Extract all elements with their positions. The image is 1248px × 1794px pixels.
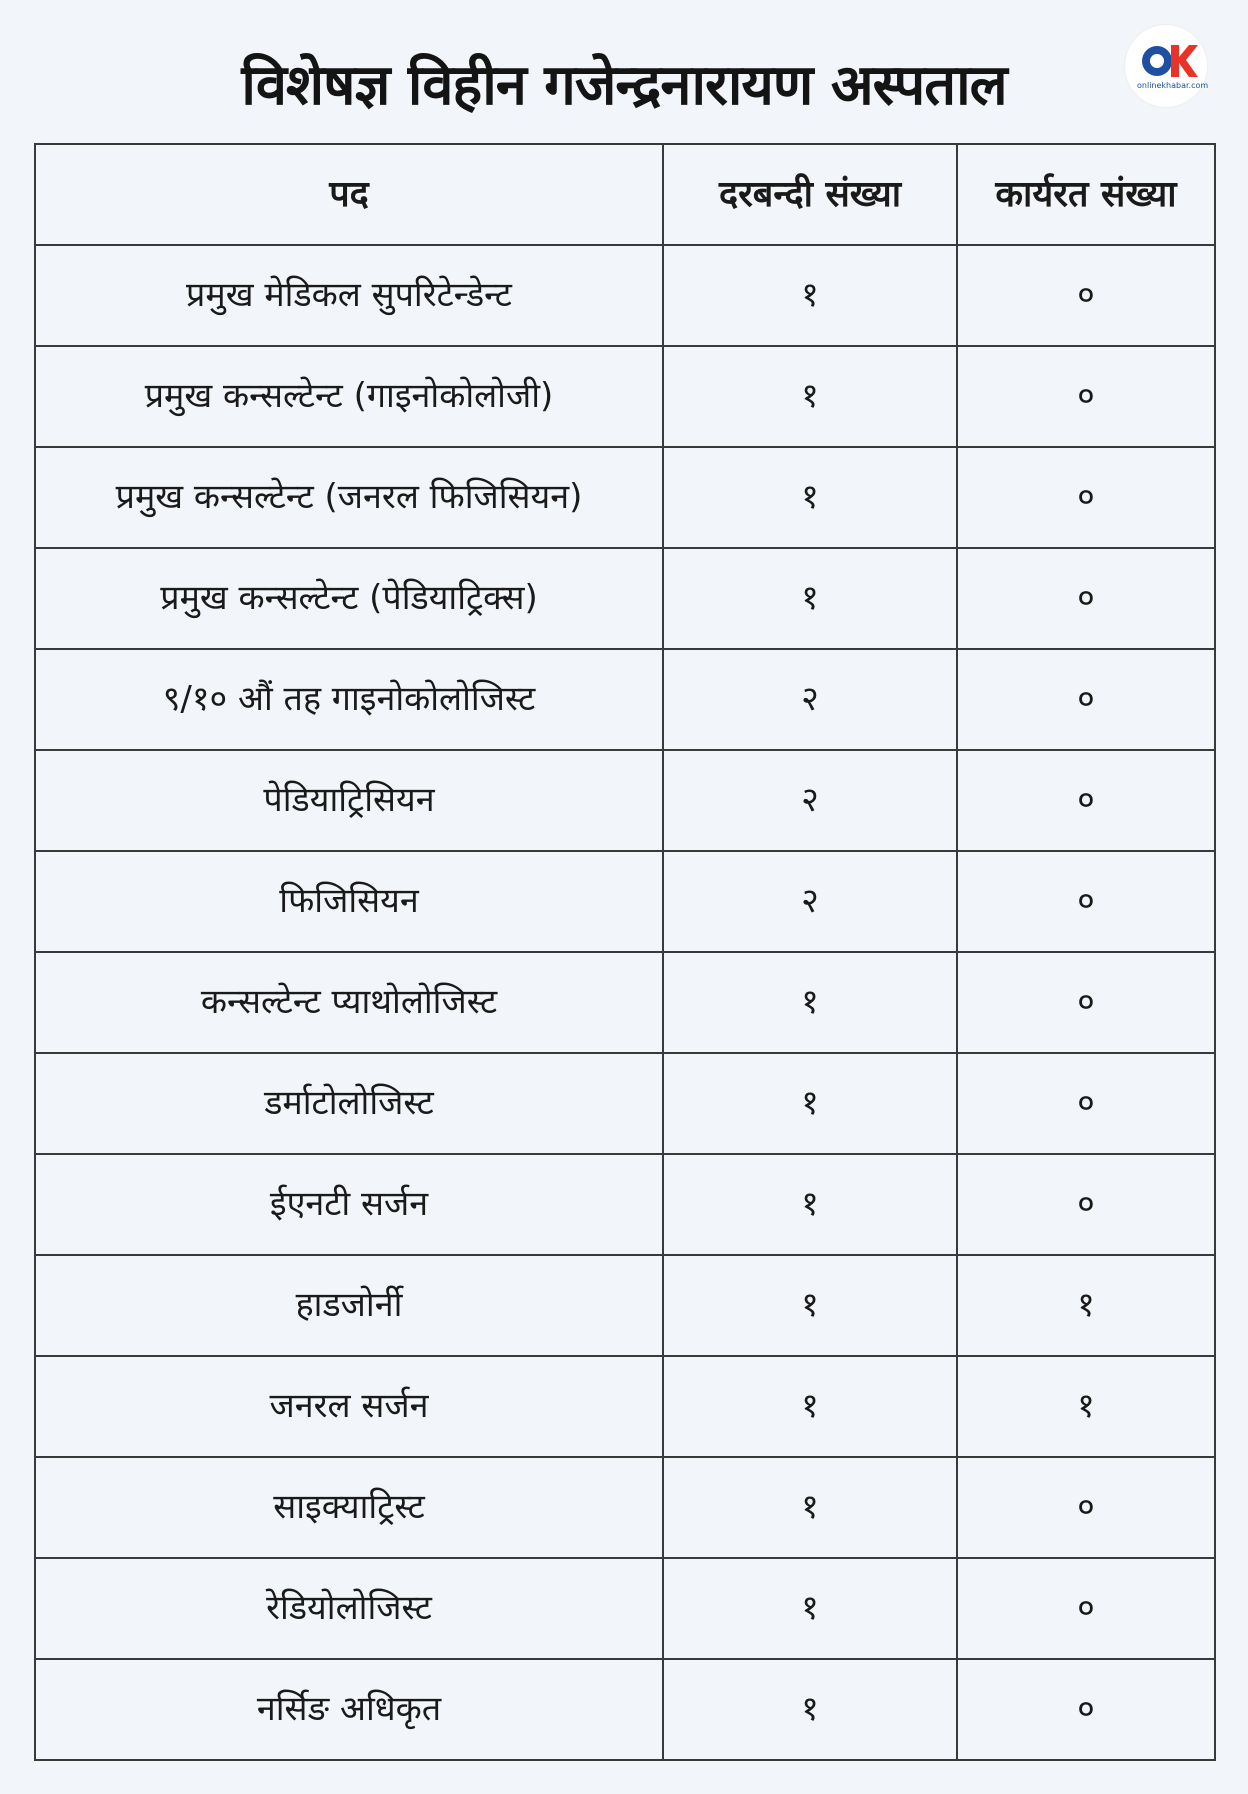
cell-sanctioned: २ [663, 851, 957, 952]
table-row [35, 245, 1215, 346]
logo-wordmark: onlinekhabar.com [1137, 81, 1209, 90]
cell-post: प्रमुख मेडिकल सुपरिटेन्डेन्ट [35, 245, 663, 346]
cell-post: प्रमुख कन्सल्टेन्ट (पेडियाट्रिक्स) [35, 548, 663, 649]
cell-working: ० [957, 548, 1215, 649]
cell-working: १ [957, 1255, 1215, 1356]
cell-post: ईएनटी सर्जन [35, 1154, 663, 1255]
table-row [35, 750, 1215, 851]
onlinekhabar-logo[interactable] [1125, 25, 1207, 107]
table-row [35, 1255, 1215, 1356]
cell-working: ० [957, 1154, 1215, 1255]
table-row [35, 1053, 1215, 1154]
cell-working: ० [957, 952, 1215, 1053]
ok-logo-icon [1125, 25, 1207, 107]
table-row [35, 649, 1215, 750]
cell-post: नर्सिङ अधिकृत [35, 1659, 663, 1760]
table-row [35, 1659, 1215, 1760]
cell-post: प्रमुख कन्सल्टेन्ट (जनरल फिजिसियन) [35, 447, 663, 548]
cell-sanctioned: १ [663, 1558, 957, 1659]
table-row [35, 952, 1215, 1053]
cell-post: ९/१० औं तह गाइनोकोलोजिस्ट [35, 649, 663, 750]
cell-post: पेडियाट्रिसियन [35, 750, 663, 851]
cell-working: १ [957, 1356, 1215, 1457]
cell-working: ० [957, 1659, 1215, 1760]
table-row [35, 1558, 1215, 1659]
cell-working: ० [957, 245, 1215, 346]
cell-post: जनरल सर्जन [35, 1356, 663, 1457]
cell-post: डर्माटोलोजिस्ट [35, 1053, 663, 1154]
cell-sanctioned: १ [663, 1659, 957, 1760]
cell-sanctioned: १ [663, 548, 957, 649]
cell-sanctioned: १ [663, 346, 957, 447]
cell-working: ० [957, 750, 1215, 851]
cell-sanctioned: १ [663, 1053, 957, 1154]
table-header-row [35, 144, 1215, 245]
header-working: कार्यरत संख्या [957, 144, 1215, 245]
cell-working: ० [957, 1457, 1215, 1558]
table-row [35, 1154, 1215, 1255]
cell-working: ० [957, 649, 1215, 750]
cell-post: फिजिसियन [35, 851, 663, 952]
table-row [35, 1457, 1215, 1558]
cell-sanctioned: २ [663, 649, 957, 750]
cell-sanctioned: २ [663, 750, 957, 851]
cell-sanctioned: १ [663, 952, 957, 1053]
table-row [35, 346, 1215, 447]
cell-working: ० [957, 851, 1215, 952]
cell-post: प्रमुख कन्सल्टेन्ट (गाइनोकोलोजी) [35, 346, 663, 447]
cell-sanctioned: १ [663, 1255, 957, 1356]
cell-sanctioned: १ [663, 245, 957, 346]
staff-table [34, 143, 1216, 1761]
header-post: पद [35, 144, 663, 245]
table-row [35, 548, 1215, 649]
cell-post: रेडियोलोजिस्ट [35, 1558, 663, 1659]
cell-sanctioned: १ [663, 447, 957, 548]
cell-sanctioned: १ [663, 1457, 957, 1558]
cell-working: ० [957, 1053, 1215, 1154]
cell-post: हाडजोर्नी [35, 1255, 663, 1356]
header-sanctioned: दरबन्दी संख्या [663, 144, 957, 245]
cell-post: कन्सल्टेन्ट प्याथोलोजिस्ट [35, 952, 663, 1053]
table-row [35, 851, 1215, 952]
table-row [35, 447, 1215, 548]
cell-working: ० [957, 447, 1215, 548]
cell-working: ० [957, 1558, 1215, 1659]
cell-sanctioned: १ [663, 1154, 957, 1255]
cell-working: ० [957, 346, 1215, 447]
table-row [35, 1356, 1215, 1457]
cell-sanctioned: १ [663, 1356, 957, 1457]
cell-post: साइक्याट्रिस्ट [35, 1457, 663, 1558]
page-title: विशेषज्ञ विहीन गजेन्द्रनारायण अस्पताल [241, 53, 1007, 118]
